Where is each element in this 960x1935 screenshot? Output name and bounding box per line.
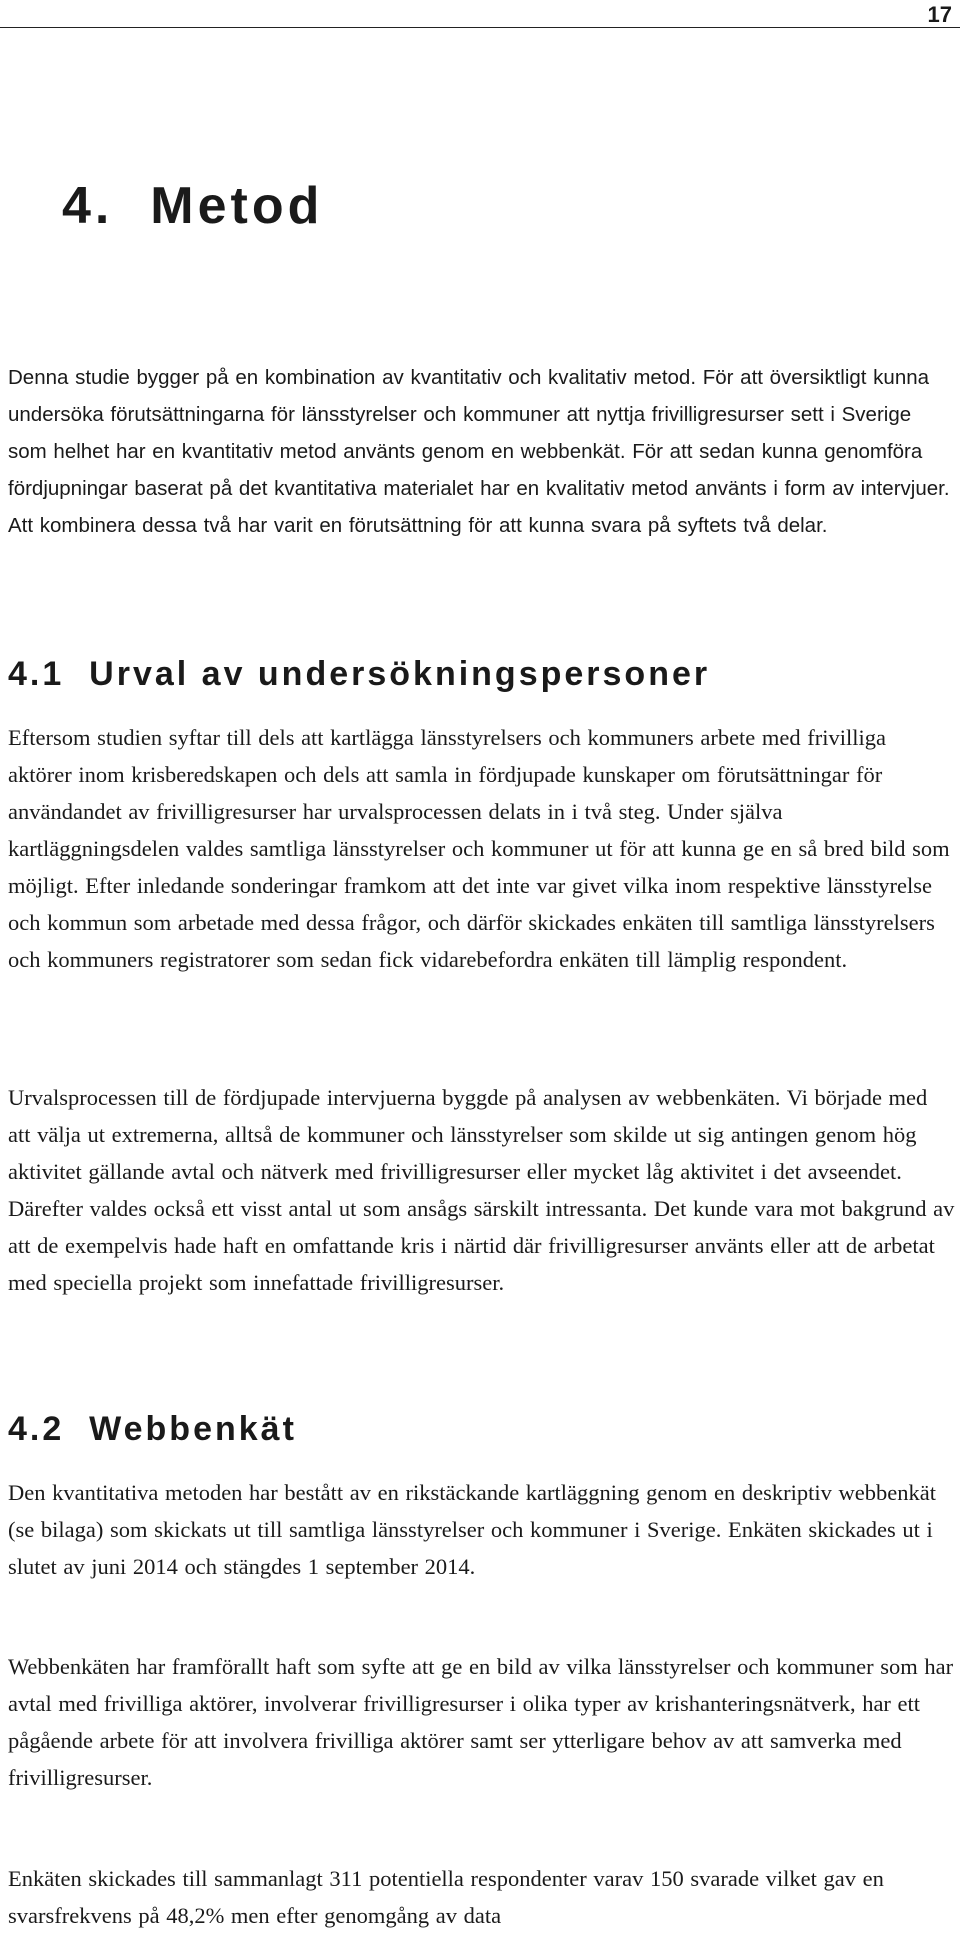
header-rule	[0, 27, 960, 28]
webbenkat-paragraph-1: Den kvantitativa metoden har bestått av en rikstäckande kartläggning genom en deskriptiv webbenkät (se bilaga) som skickats ut till samtliga länsstyrelser och kommuner i Sverige. Enkäten skickades ut i slutet av juni 2014 och stängdes 1 september 2014.	[8, 1480, 936, 1579]
page-number: 17	[927, 2, 952, 27]
urval-paragraph-1: Eftersom studien syftar till dels att kartlägga länsstyrelsers och kommuners arbete med frivilliga aktörer inom krisberedskapen och dels att samla in fördjupade kunskaper om förutsättningar för användandet av frivilligresurser har urvalsprocessen delats in i två steg. Under själva kartläggningsdelen valdes samtliga länsstyrelser och kommuner ut för att kunna ge en så bred bild som möjligt. Efter inledande sonderingar framkom att det inte var givet vilka inom respektive länsstyrelse och kommun som arbetade med dessa frågor, och därför skickades enkäten till samtliga länsstyrelsers och kommuners registratorer som sedan fick vidarebefordra enkäten till lämplig respondent.	[8, 725, 950, 972]
webbenkat-paragraph-3: Enkäten skickades till sammanlagt 311 potentiella respondenter varav 150 svarade vilket gav en svarsfrekvens på 48,2% men efter genomgång av data	[8, 1866, 884, 1928]
section-title-webbenkat: 4.2 Webbenkät	[8, 1410, 297, 1448]
section-title-urval: 4.1 Urval av undersökningspersoner	[8, 655, 711, 693]
webbenkat-paragraph-2: Webbenkäten har framförallt haft som syfte att ge en bild av vilka länsstyrelser och kommuner som har avtal med frivilliga aktörer, involverar frivilligresurser i olika typer av krishanteringsnätverk, har ett pågående arbete för att involvera frivilliga aktörer samt ser ytterligare behov av att samverka med frivilligresurser.	[8, 1654, 954, 1790]
chapter-title: 4. Metod	[62, 177, 324, 235]
intro-paragraph: Denna studie bygger på en kombination av kvantitativ och kvalitativ metod. För att översiktligt kunna undersöka förutsättningarna för länsstyrelser och kommuner att nyttja frivilligresurser sett i Sverige som helhet har en kvantitativ metod använts genom en webbenkät. För att sedan kunna genomföra fördjupningar baserat på det kvantitativa materialet har en kvalitativ metod använts i form av intervjuer. Att kombinera dessa två har varit en förutsättning för att kunna svara på syftets två delar.	[8, 366, 950, 537]
urval-paragraph-2: Urvalsprocessen till de fördjupade intervjuerna byggde på analysen av webbenkäten. Vi började med att välja ut extremerna, alltså de kommuner och länsstyrelser som skilde ut sig antingen genom hög aktivitet gällande avtal och nätverk med frivilligresurser eller mycket låg aktivitet i det avseendet. Därefter valdes också ett visst antal ut som ansågs särskilt intressanta. Det kunde vara mot bakgrund av att de exempelvis hade haft en omfattande kris i närtid där frivilligresurser använts eller att de arbetat med speciella projekt som innefattade frivilligresurser.	[8, 1085, 955, 1295]
